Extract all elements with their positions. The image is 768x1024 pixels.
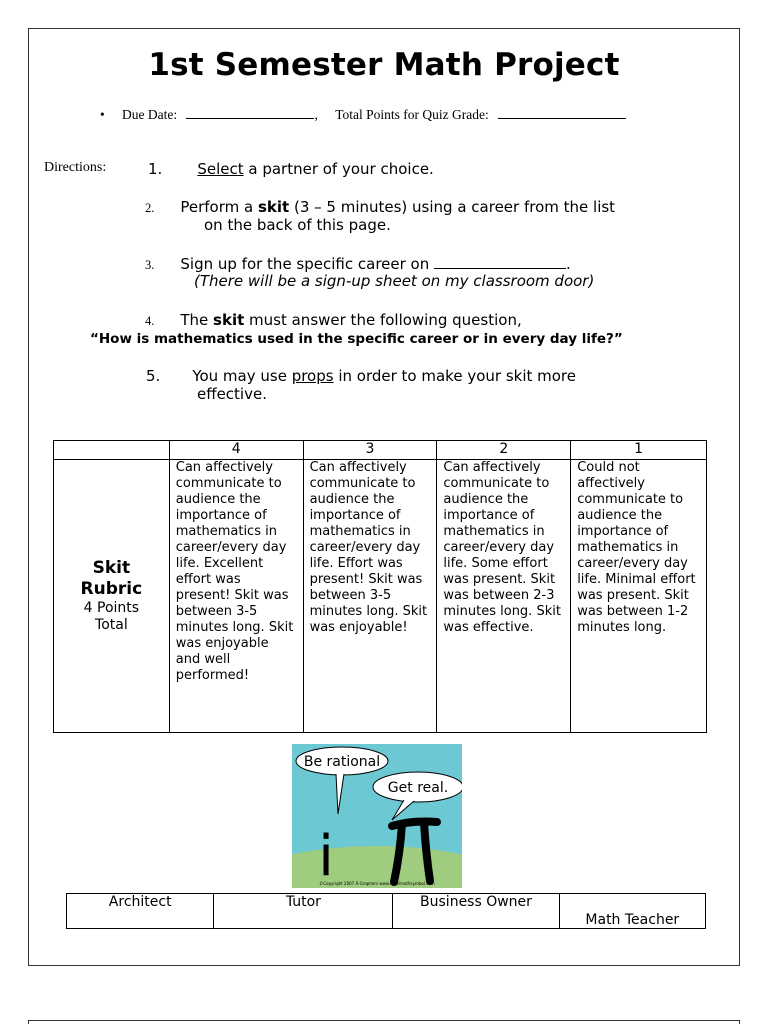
step-2-bold: skit <box>257 198 290 216</box>
total-points-blank[interactable] <box>498 106 626 119</box>
step-4-question: “How is mathematics used in the specific career or in every day life?” <box>90 331 623 347</box>
rubric-header-empty <box>54 441 170 460</box>
step-4-bold: skit <box>213 311 245 329</box>
rubric-points: 4 Points <box>83 600 140 616</box>
rubric-header-2: 2 <box>437 441 571 460</box>
step-2-pre: Perform a <box>180 198 258 216</box>
step-2-number: 2. <box>145 201 155 215</box>
bubble-2-text: Get real. <box>387 780 449 796</box>
due-comma: , <box>314 107 318 122</box>
step-3-line2: (There will be a sign-up sheet on my classroom door) <box>194 272 595 290</box>
rubric-row <box>54 460 707 733</box>
step-5-line2: effective. <box>197 385 267 403</box>
bullet: • <box>100 107 105 122</box>
step-5 <box>146 367 576 385</box>
step-4-text: must answer the following question, <box>244 311 522 329</box>
careers-table <box>66 893 706 929</box>
rubric-header-row <box>54 441 707 460</box>
copyright-text: ©Copyright 2007 X-Graphers www.ravelmathsymbol.com <box>319 881 435 886</box>
step-2-line1: (3 – 5 minutes) using a career from the list <box>289 198 616 216</box>
total-points-label: Total Points for Quiz Grade: <box>335 107 489 122</box>
careers-row <box>67 894 706 929</box>
pi-cartoon-image <box>292 744 462 888</box>
step-4 <box>145 311 522 330</box>
step-4-pre: The <box>180 311 214 329</box>
step-1-number: 1. <box>148 160 163 178</box>
step-5-props: props <box>291 367 334 385</box>
step-1-verb: Select <box>197 160 244 178</box>
rubric-header-3: 3 <box>303 441 437 460</box>
career-math-teacher: Math Teacher <box>559 894 705 929</box>
rubric-label-cell <box>54 460 170 733</box>
next-page-edge <box>28 1020 740 1024</box>
rubric-cell-3: Can affectively communicate to audience the importance of mathematics in career/every day life. Effort was present! Skit was between 3-5 minutes long. Skit was enjoyable! <box>303 460 437 733</box>
directions-label: Directions: <box>44 160 107 175</box>
due-date-label: Due Date: <box>122 107 178 122</box>
rubric-cell-1: Could not affectively communicate to audience the importance of mathematics in career/every day life. Minimal effort was present. Skit was between 1-2 minutes long. <box>571 460 707 733</box>
step-2 <box>145 198 615 217</box>
rubric-total: Total <box>95 617 128 633</box>
step-3-line1: Sign up for the specific career on <box>180 255 434 273</box>
rubric-table <box>53 440 707 733</box>
bubble-1-text: Be rational <box>303 754 381 770</box>
career-business-owner: Business Owner <box>393 894 559 929</box>
step-5-number: 5. <box>146 367 161 385</box>
step-5-text: in order to make your skit more <box>333 367 577 385</box>
rubric-title: Skit Rubric <box>80 558 143 599</box>
career-architect: Architect <box>67 894 214 929</box>
page-title: 1st Semester Math Project <box>148 47 620 83</box>
step-1-text: a partner of your choice. <box>243 160 434 178</box>
rubric-cell-4: Can affectively communicate to audience the importance of mathematics in career/every day life. Excellent effort was present! Skit was between 3-5 minutes long. Skit was enjoyable and well performed! <box>169 460 303 733</box>
due-row <box>100 106 626 123</box>
i-character: i <box>318 824 334 888</box>
step-4-number: 4. <box>145 314 155 328</box>
step-3 <box>145 254 571 274</box>
career-tutor: Tutor <box>214 894 393 929</box>
step-3-period: . <box>566 255 571 273</box>
career-date-blank[interactable] <box>434 254 566 269</box>
step-5-pre: You may use <box>192 367 292 385</box>
step-1 <box>148 160 434 178</box>
step-3-number: 3. <box>145 258 155 272</box>
step-2-line2: on the back of this page. <box>204 216 391 234</box>
rubric-cell-2: Can affectively communicate to audience the importance of mathematics in career/every day life. Some effort was present. Skit was between 2-3 minutes long. Skit was effective. <box>437 460 571 733</box>
due-date-blank[interactable] <box>186 106 314 119</box>
rubric-header-4: 4 <box>169 441 303 460</box>
rubric-header-1: 1 <box>571 441 707 460</box>
